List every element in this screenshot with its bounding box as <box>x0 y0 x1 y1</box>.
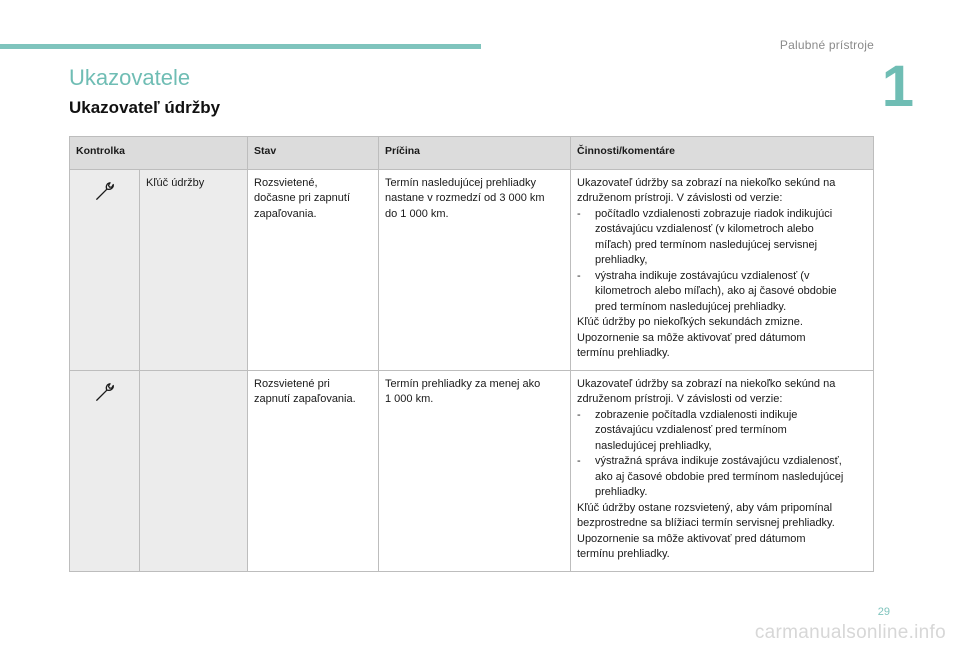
bullet-line: míľach) pred termínom nasledujúcej servisnej <box>595 238 818 251</box>
comment-line: termínu prehliadky. <box>577 347 670 359</box>
comment-line: termínu prehliadky. <box>577 548 670 560</box>
comment-bullet <box>577 454 867 501</box>
sub-title: Ukazovateľ údržby <box>69 98 221 117</box>
stav-line: zapaľovania. <box>254 207 317 220</box>
indicator-name-text: Kľúč údržby <box>146 176 205 189</box>
table-header-row <box>70 137 874 170</box>
bullet-line: prehliadky. <box>595 486 648 498</box>
watermark: carmanualsonline.info <box>754 622 946 643</box>
comments-cell <box>571 169 874 370</box>
bullet-line: prehliadky, <box>595 254 648 266</box>
stav-line: Rozsvietené pri <box>254 377 330 390</box>
pricina-cell <box>379 169 571 370</box>
wrench-icon <box>94 180 116 202</box>
bullet-line: pred termínom nasledujúcej prehliadky. <box>595 300 787 313</box>
comment-line: bezprostredne sa blížiaci termín servisnej prehliadky. <box>577 517 835 529</box>
maintenance-indicator-table <box>69 136 874 572</box>
comment-line: združenom prístroji. V závislosti od verzie: <box>577 393 783 405</box>
chapter-number: 1 <box>881 54 914 119</box>
pricina-line: 1 000 km. <box>385 393 434 405</box>
bullet-line: - počítadlo vzdialenosti zobrazuje riadok indikujúci <box>595 207 833 220</box>
table-row <box>70 169 874 370</box>
bullet-line: - výstražná správa indikuje zostávajúcu vzdialenosť, <box>595 455 842 467</box>
header-accent-bar <box>0 44 481 49</box>
icon-cell <box>70 169 140 370</box>
pricina-line: Termín nasledujúcej prehliadky <box>385 176 537 189</box>
comment-bullet <box>577 207 867 269</box>
comment-line: Upozornenie sa môže aktivovať pred dátumom <box>577 532 806 545</box>
header-stav: Stav <box>248 137 379 170</box>
bullet-line: - výstraha indikuje zostávajúcu vzdialenosť (v <box>595 269 810 282</box>
indicator-name <box>140 169 248 370</box>
pricina-line: nastane v rozmedzí od 3 000 km <box>385 192 545 204</box>
comment-line: Kľúč údržby po niekoľkých sekundách zmizne. <box>577 316 803 328</box>
comment-line: Kľúč údržby ostane rozsvietený, aby vám pripomínal <box>577 501 833 514</box>
bullet-line: kilometroch alebo míľach), ako aj časové obdobie <box>595 285 837 297</box>
stav-line: zapnutí zapaľovania. <box>254 393 356 405</box>
bullet-line: zostávajúcu vzdialenosť pred termínom <box>595 424 787 436</box>
comment-line: Upozornenie sa môže aktivovať pred dátumom <box>577 331 806 344</box>
comment-bullet <box>577 269 867 316</box>
bullet-line: nasledujúcej prehliadky, <box>595 439 712 452</box>
header-comments: Činnosti/komentáre <box>571 137 874 170</box>
page-number: 29 <box>877 606 890 618</box>
running-head: Palubné prístroje <box>779 38 874 52</box>
stav-cell <box>248 169 379 370</box>
pricina-line: Termín prehliadky za menej ako <box>385 377 541 390</box>
comments-cell <box>571 370 874 571</box>
section-title: Ukazovatele <box>69 65 191 90</box>
pricina-cell <box>379 370 571 571</box>
comment-line: Ukazovateľ údržby sa zobrazí na niekoľko sekúnd na <box>577 377 836 390</box>
comment-line: Ukazovateľ údržby sa zobrazí na niekoľko sekúnd na <box>577 176 836 189</box>
bullet-line: - zobrazenie počítadla vzdialenosti indikuje <box>595 408 798 421</box>
icon-cell <box>70 370 140 571</box>
pricina-line: do 1 000 km. <box>385 207 449 220</box>
bullet-line: zostávajúcu vzdialenosť (v kilometroch alebo <box>595 223 814 235</box>
stav-cell <box>248 370 379 571</box>
comment-bullet <box>577 408 867 455</box>
wrench-icon <box>94 381 116 403</box>
stav-line: dočasne pri zapnutí <box>254 192 351 204</box>
stav-line: Rozsvietené, <box>254 176 318 189</box>
bullet-line: ako aj časové obdobie pred termínom nasledujúcej <box>595 470 844 483</box>
comment-line: združenom prístroji. V závislosti od verzie: <box>577 192 783 204</box>
table-row <box>70 370 874 571</box>
indicator-name <box>140 370 248 571</box>
header-pricina: Príčina <box>379 137 571 170</box>
header-kontrolka: Kontrolka <box>70 137 248 170</box>
